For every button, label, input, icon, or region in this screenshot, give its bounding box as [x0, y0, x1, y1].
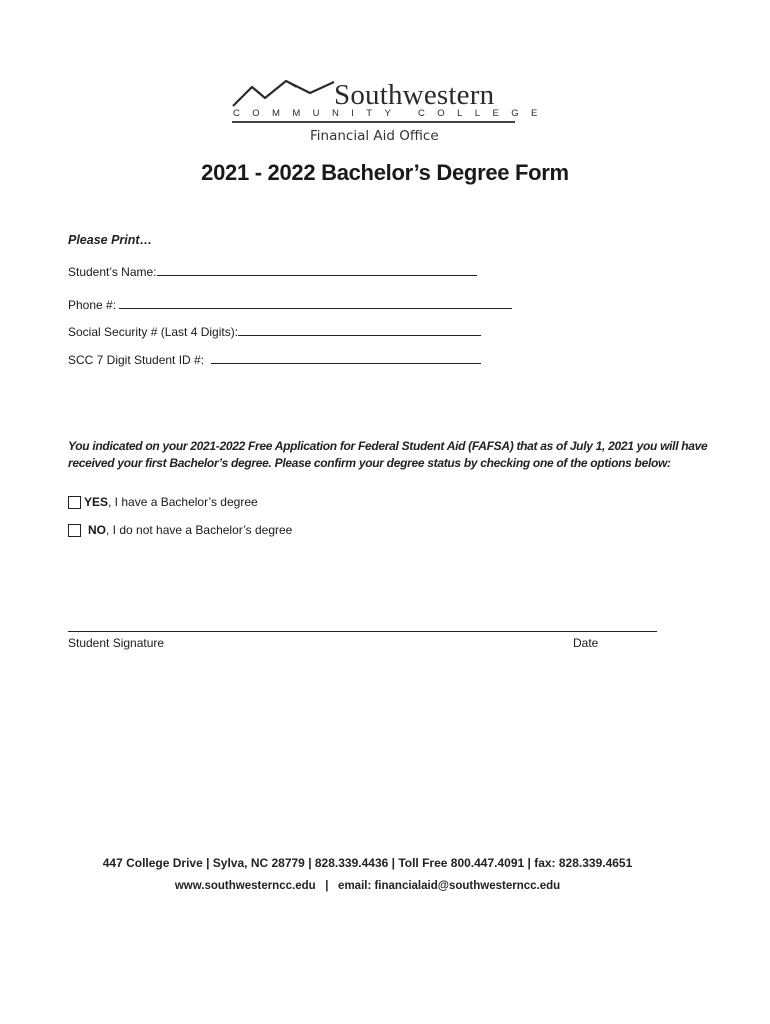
- logo-office-name: Financial Aid Office: [310, 128, 439, 144]
- student-id-label: SCC 7 Digit Student ID #:: [68, 353, 205, 367]
- student-name-field[interactable]: [68, 265, 477, 279]
- ssn-line[interactable]: [238, 334, 481, 336]
- fafsa-notice: You indicated on your 2021-2022 Free Application for Federal Student Aid (FAFSA) that as of July 1, 2021 you will have received your first Bachelor’s degree. Please confirm your degree status by checking one of the options below:: [68, 439, 708, 470]
- no-word: NO: [88, 523, 106, 537]
- date-label: Date: [573, 636, 599, 650]
- phone-field[interactable]: [68, 298, 512, 312]
- no-option-text: , I do not have a Bachelor’s degree: [106, 523, 293, 537]
- student-name-line[interactable]: [157, 274, 477, 276]
- yes-option[interactable]: [68, 495, 258, 509]
- phone-line[interactable]: [119, 307, 512, 309]
- footer-address: 447 College Drive | Sylva, NC 28779 | 828.339.4436 | Toll Free 800.447.4091 | fax: 828.339.4651: [102, 856, 633, 870]
- logo-college-name: Southwestern: [334, 79, 495, 111]
- yes-option-text: , I have a Bachelor’s degree: [108, 495, 258, 509]
- no-checkbox[interactable]: [68, 524, 81, 537]
- student-id-line[interactable]: [211, 362, 481, 364]
- no-option[interactable]: [68, 523, 292, 537]
- logo-subtitle: COMMUNITY COLLEGE: [233, 108, 550, 119]
- footer-separator: |: [325, 880, 329, 892]
- phone-label: Phone #:: [68, 298, 117, 312]
- print-instruction: Please Print…: [68, 233, 153, 247]
- student-id-field[interactable]: [68, 353, 481, 367]
- student-name-label: Student’s Name:: [68, 265, 157, 279]
- mountain-logo-icon: [230, 78, 340, 110]
- ssn-field[interactable]: [68, 325, 481, 339]
- ssn-label: Social Security # (Last 4 Digits):: [68, 325, 239, 339]
- signature-label: Student Signature: [68, 636, 165, 650]
- form-title: 2021 - 2022 Bachelor’s Degree Form: [201, 160, 569, 185]
- footer-email[interactable]: email: financialaid@southwesterncc.edu: [338, 880, 561, 892]
- college-logo: [230, 78, 550, 153]
- logo-rule: [232, 121, 515, 123]
- signature-line[interactable]: [68, 631, 657, 632]
- yes-word: YES: [84, 495, 109, 509]
- yes-checkbox[interactable]: [68, 496, 81, 509]
- footer-contact: [0, 880, 735, 892]
- footer-website[interactable]: www.southwesterncc.edu: [174, 880, 316, 892]
